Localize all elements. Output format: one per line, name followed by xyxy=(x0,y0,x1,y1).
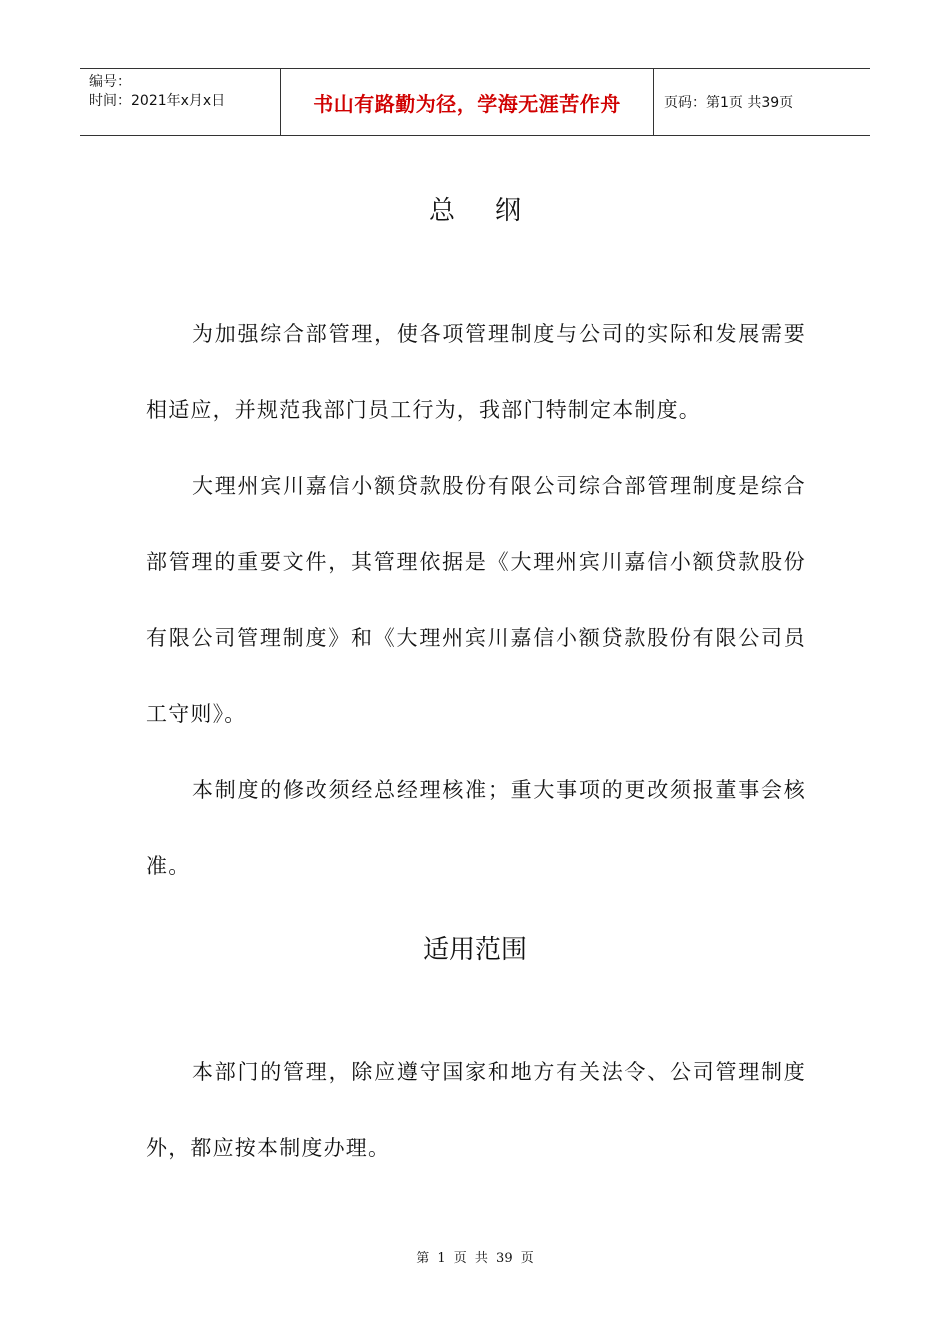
header-motto: 书山有路勤为径，学海无涯苦作舟 xyxy=(281,69,654,135)
section-paragraph: 本部门的管理，除应遵守国家和地方有关法令、公司管理制度外，都应按本制度办理。 xyxy=(146,1060,806,1160)
paragraph-1: 为加强综合部管理，使各项管理制度与公司的实际和发展需要相适应，并规范我部门员工行为，我部门特制定本制度。 xyxy=(146,322,806,422)
page-footer: 第 1 页 共 39 页 xyxy=(416,1251,534,1266)
document-title: 总纲 xyxy=(428,196,561,226)
paragraph-3: 本制度的修改须经总经理核准；重大事项的更改须报董事会核准。 xyxy=(146,778,806,878)
paragraph-2: 大理州宾川嘉信小额贷款股份有限公司综合部管理制度是综合部管理的重要文件，其管理依据是《大理州宾川嘉信小额贷款股份有限公司管理制度》和《大理州宾川嘉信小额贷款股份有限公司员工守则》。 xyxy=(146,474,806,726)
section-title: 适用范围 xyxy=(422,935,527,965)
header-meta-cell xyxy=(80,69,281,135)
header-page-info: 页码：第1页 共39页 xyxy=(664,95,794,111)
header-time-label: 时间：2021年x月x日 xyxy=(89,93,226,109)
document-header xyxy=(80,68,870,136)
header-code-label: 编号： xyxy=(89,74,131,90)
